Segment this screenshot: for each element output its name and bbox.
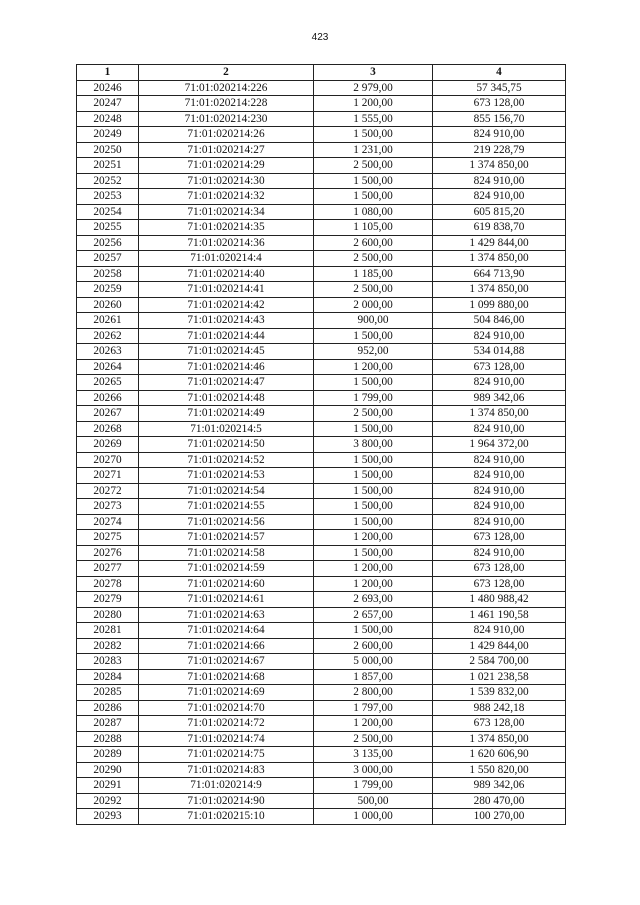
row-number-cell: 20256 [77,235,139,251]
table-row [77,142,566,158]
row-number-cell: 20254 [77,204,139,220]
area-cell: 1 500,00 [314,421,433,437]
table-row [77,483,566,499]
table-row [77,359,566,375]
area-cell: 1 500,00 [314,328,433,344]
cadastral-value-cell: 855 156,70 [433,111,566,127]
column-header-2: 2 [139,65,314,81]
cadastral-value-cell: 824 910,00 [433,127,566,143]
cadastral-value-cell: 664 713,90 [433,266,566,282]
cadastral-number-cell: 71:01:020214:26 [139,127,314,143]
cadastral-number-cell: 71:01:020214:69 [139,685,314,701]
cadastral-number-cell: 71:01:020214:29 [139,158,314,174]
table-row [77,251,566,267]
area-cell: 2 500,00 [314,731,433,747]
cadastral-value-cell: 824 910,00 [433,375,566,391]
cadastral-value-cell: 1 429 844,00 [433,638,566,654]
area-cell: 2 800,00 [314,685,433,701]
cadastral-value-cell: 1 539 832,00 [433,685,566,701]
table-row [77,607,566,623]
cadastral-number-cell: 71:01:020214:52 [139,452,314,468]
cadastral-number-cell: 71:01:020214:58 [139,545,314,561]
cadastral-value-cell: 1 374 850,00 [433,282,566,298]
row-number-cell: 20283 [77,654,139,670]
cadastral-number-cell: 71:01:020214:83 [139,762,314,778]
cadastral-value-cell: 1 099 880,00 [433,297,566,313]
cadastral-value-cell: 1 374 850,00 [433,158,566,174]
cadastral-number-cell: 71:01:020214:50 [139,437,314,453]
table-row [77,189,566,205]
cadastral-value-cell: 824 910,00 [433,452,566,468]
row-number-cell: 20291 [77,778,139,794]
cadastral-value-cell: 824 910,00 [433,514,566,530]
table-row [77,96,566,112]
cadastral-number-cell: 71:01:020214:49 [139,406,314,422]
cadastral-number-cell: 71:01:020214:5 [139,421,314,437]
cadastral-number-cell: 71:01:020214:74 [139,731,314,747]
table-row [77,266,566,282]
table-row [77,235,566,251]
table-row [77,545,566,561]
table-row [77,499,566,515]
cadastral-value-cell: 824 910,00 [433,468,566,484]
area-cell: 1 500,00 [314,514,433,530]
area-cell: 1 500,00 [314,189,433,205]
table-row [77,514,566,530]
cadastral-value-cell: 673 128,00 [433,561,566,577]
cadastral-value-cell: 673 128,00 [433,359,566,375]
table-row [77,127,566,143]
row-number-cell: 20270 [77,452,139,468]
cadastral-number-cell: 71:01:020214:61 [139,592,314,608]
area-cell: 1 799,00 [314,390,433,406]
cadastral-value-cell: 1 620 606,90 [433,747,566,763]
area-cell: 1 080,00 [314,204,433,220]
cadastral-number-cell: 71:01:020214:47 [139,375,314,391]
area-cell: 2 693,00 [314,592,433,608]
row-number-cell: 20278 [77,576,139,592]
row-number-cell: 20287 [77,716,139,732]
area-cell: 3 800,00 [314,437,433,453]
cadastral-number-cell: 71:01:020214:43 [139,313,314,329]
cadastral-value-cell: 1 374 850,00 [433,251,566,267]
table-row [77,623,566,639]
cadastral-number-cell: 71:01:020214:228 [139,96,314,112]
row-number-cell: 20282 [77,638,139,654]
area-cell: 1 105,00 [314,220,433,236]
table-body [77,80,566,824]
area-cell: 952,00 [314,344,433,360]
cadastral-value-cell: 824 910,00 [433,483,566,499]
area-cell: 1 200,00 [314,576,433,592]
cadastral-value-cell: 824 910,00 [433,499,566,515]
cadastral-number-cell: 71:01:020214:63 [139,607,314,623]
cadastral-value-cell: 673 128,00 [433,530,566,546]
area-cell: 1 500,00 [314,468,433,484]
cadastral-value-cell: 989 342,06 [433,390,566,406]
cadastral-value-cell: 824 910,00 [433,545,566,561]
table-row [77,158,566,174]
row-number-cell: 20286 [77,700,139,716]
cadastral-number-cell: 71:01:020214:75 [139,747,314,763]
table-row [77,421,566,437]
table-row [77,390,566,406]
cadastral-value-cell: 534 014,88 [433,344,566,360]
area-cell: 1 200,00 [314,561,433,577]
cadastral-value-cell: 673 128,00 [433,716,566,732]
cadastral-number-cell: 71:01:020214:46 [139,359,314,375]
table-row [77,576,566,592]
area-cell: 1 500,00 [314,545,433,561]
table-row [77,313,566,329]
area-cell: 1 185,00 [314,266,433,282]
table-row [77,685,566,701]
cadastral-value-cell: 100 270,00 [433,809,566,825]
area-cell: 1 500,00 [314,127,433,143]
cadastral-number-cell: 71:01:020214:44 [139,328,314,344]
cadastral-value-cell: 1 480 988,42 [433,592,566,608]
table-row [77,561,566,577]
area-cell: 3 000,00 [314,762,433,778]
cadastral-value-cell: 1 550 820,00 [433,762,566,778]
cadastral-number-cell: 71:01:020214:35 [139,220,314,236]
row-number-cell: 20259 [77,282,139,298]
cadastral-number-cell: 71:01:020214:36 [139,235,314,251]
cadastral-number-cell: 71:01:020214:53 [139,468,314,484]
row-number-cell: 20247 [77,96,139,112]
area-cell: 3 135,00 [314,747,433,763]
row-number-cell: 20255 [77,220,139,236]
row-number-cell: 20276 [77,545,139,561]
cadastral-value-cell: 1 429 844,00 [433,235,566,251]
cadastral-value-cell: 619 838,70 [433,220,566,236]
cadastral-value-cell: 280 470,00 [433,793,566,809]
cadastral-number-cell: 71:01:020214:9 [139,778,314,794]
area-cell: 1 799,00 [314,778,433,794]
cadastral-number-cell: 71:01:020214:34 [139,204,314,220]
area-cell: 2 600,00 [314,638,433,654]
row-number-cell: 20268 [77,421,139,437]
cadastral-number-cell: 71:01:020214:67 [139,654,314,670]
area-cell: 1 857,00 [314,669,433,685]
cadastral-value-cell: 1 461 190,58 [433,607,566,623]
area-cell: 1 200,00 [314,359,433,375]
row-number-cell: 20280 [77,607,139,623]
area-cell: 1 200,00 [314,716,433,732]
table-row [77,220,566,236]
table-header-row [77,65,566,81]
cadastral-number-cell: 71:01:020214:64 [139,623,314,639]
column-header-4: 4 [433,65,566,81]
row-number-cell: 20272 [77,483,139,499]
table-row [77,468,566,484]
cadastral-number-cell: 71:01:020214:60 [139,576,314,592]
cadastral-number-cell: 71:01:020214:27 [139,142,314,158]
row-number-cell: 20257 [77,251,139,267]
cadastral-number-cell: 71:01:020214:48 [139,390,314,406]
table-row [77,778,566,794]
table-row [77,375,566,391]
cadastral-value-cell: 824 910,00 [433,189,566,205]
area-cell: 1 555,00 [314,111,433,127]
cadastral-number-cell: 71:01:020214:30 [139,173,314,189]
row-number-cell: 20290 [77,762,139,778]
row-number-cell: 20264 [77,359,139,375]
column-header-1: 1 [77,65,139,81]
cadastral-number-cell: 71:01:020214:72 [139,716,314,732]
cadastral-number-cell: 71:01:020214:57 [139,530,314,546]
cadastral-value-cell: 605 815,20 [433,204,566,220]
cadastral-value-cell: 824 910,00 [433,173,566,189]
cadastral-number-cell: 71:01:020214:226 [139,80,314,96]
area-cell: 2 500,00 [314,251,433,267]
row-number-cell: 20277 [77,561,139,577]
row-number-cell: 20281 [77,623,139,639]
area-cell: 1 000,00 [314,809,433,825]
row-number-cell: 20289 [77,747,139,763]
table-row [77,282,566,298]
cadastral-number-cell: 71:01:020214:45 [139,344,314,360]
area-cell: 1 797,00 [314,700,433,716]
table-row [77,700,566,716]
cadastral-value-cell: 57 345,75 [433,80,566,96]
row-number-cell: 20266 [77,390,139,406]
cadastral-value-cell: 824 910,00 [433,421,566,437]
table-row [77,638,566,654]
table-row [77,592,566,608]
table-row [77,344,566,360]
cadastral-number-cell: 71:01:020214:230 [139,111,314,127]
cadastral-value-cell: 1 964 372,00 [433,437,566,453]
row-number-cell: 20261 [77,313,139,329]
row-number-cell: 20246 [77,80,139,96]
row-number-cell: 20288 [77,731,139,747]
area-cell: 1 200,00 [314,96,433,112]
cadastral-number-cell: 71:01:020214:66 [139,638,314,654]
cadastral-number-cell: 71:01:020214:4 [139,251,314,267]
area-cell: 1 500,00 [314,483,433,499]
row-number-cell: 20258 [77,266,139,282]
column-header-3: 3 [314,65,433,81]
table-row [77,328,566,344]
table-row [77,530,566,546]
row-number-cell: 20248 [77,111,139,127]
row-number-cell: 20269 [77,437,139,453]
table-row [77,654,566,670]
cadastral-value-cell: 988 242,18 [433,700,566,716]
cadastral-number-cell: 71:01:020214:41 [139,282,314,298]
cadastral-value-cell: 824 910,00 [433,328,566,344]
area-cell: 2 500,00 [314,282,433,298]
row-number-cell: 20285 [77,685,139,701]
table-row [77,669,566,685]
table-row [77,731,566,747]
row-number-cell: 20271 [77,468,139,484]
cadastral-number-cell: 71:01:020214:32 [139,189,314,205]
table-row [77,111,566,127]
area-cell: 1 231,00 [314,142,433,158]
cadastral-number-cell: 71:01:020214:70 [139,700,314,716]
area-cell: 2 000,00 [314,297,433,313]
cadastral-value-table [76,64,566,825]
table-row [77,716,566,732]
cadastral-value-cell: 2 584 700,00 [433,654,566,670]
area-cell: 2 500,00 [314,406,433,422]
area-cell: 1 500,00 [314,499,433,515]
area-cell: 5 000,00 [314,654,433,670]
row-number-cell: 20275 [77,530,139,546]
table-row [77,80,566,96]
cadastral-number-cell: 71:01:020214:55 [139,499,314,515]
cadastral-number-cell: 71:01:020214:40 [139,266,314,282]
cadastral-number-cell: 71:01:020214:56 [139,514,314,530]
table-row [77,793,566,809]
cadastral-value-cell: 1 021 238,58 [433,669,566,685]
table-row [77,762,566,778]
table-row [77,173,566,189]
table-row [77,437,566,453]
table-row [77,452,566,468]
area-cell: 900,00 [314,313,433,329]
table-row [77,809,566,825]
row-number-cell: 20249 [77,127,139,143]
page-number: 423 [311,32,329,43]
area-cell: 2 500,00 [314,158,433,174]
cadastral-number-cell: 71:01:020214:68 [139,669,314,685]
cadastral-value-cell: 504 846,00 [433,313,566,329]
cadastral-number-cell: 71:01:020214:59 [139,561,314,577]
area-cell: 500,00 [314,793,433,809]
row-number-cell: 20279 [77,592,139,608]
cadastral-number-cell: 71:01:020214:42 [139,297,314,313]
table-row [77,406,566,422]
area-cell: 1 500,00 [314,375,433,391]
area-cell: 1 200,00 [314,530,433,546]
row-number-cell: 20274 [77,514,139,530]
area-cell: 1 500,00 [314,623,433,639]
row-number-cell: 20284 [77,669,139,685]
cadastral-value-cell: 824 910,00 [433,623,566,639]
row-number-cell: 20250 [77,142,139,158]
row-number-cell: 20252 [77,173,139,189]
row-number-cell: 20265 [77,375,139,391]
area-cell: 2 657,00 [314,607,433,623]
area-cell: 2 979,00 [314,80,433,96]
cadastral-value-cell: 673 128,00 [433,96,566,112]
cadastral-value-cell: 673 128,00 [433,576,566,592]
cadastral-number-cell: 71:01:020214:54 [139,483,314,499]
row-number-cell: 20262 [77,328,139,344]
table-row [77,747,566,763]
cadastral-value-cell: 989 342,06 [433,778,566,794]
area-cell: 1 500,00 [314,173,433,189]
row-number-cell: 20273 [77,499,139,515]
row-number-cell: 20251 [77,158,139,174]
table-row [77,204,566,220]
cadastral-value-cell: 1 374 850,00 [433,406,566,422]
cadastral-value-cell: 219 228,79 [433,142,566,158]
row-number-cell: 20293 [77,809,139,825]
cadastral-value-cell: 1 374 850,00 [433,731,566,747]
cadastral-number-cell: 71:01:020214:90 [139,793,314,809]
cadastral-number-cell: 71:01:020215:10 [139,809,314,825]
row-number-cell: 20260 [77,297,139,313]
table-row [77,297,566,313]
row-number-cell: 20267 [77,406,139,422]
row-number-cell: 20263 [77,344,139,360]
area-cell: 2 600,00 [314,235,433,251]
area-cell: 1 500,00 [314,452,433,468]
row-number-cell: 20292 [77,793,139,809]
row-number-cell: 20253 [77,189,139,205]
